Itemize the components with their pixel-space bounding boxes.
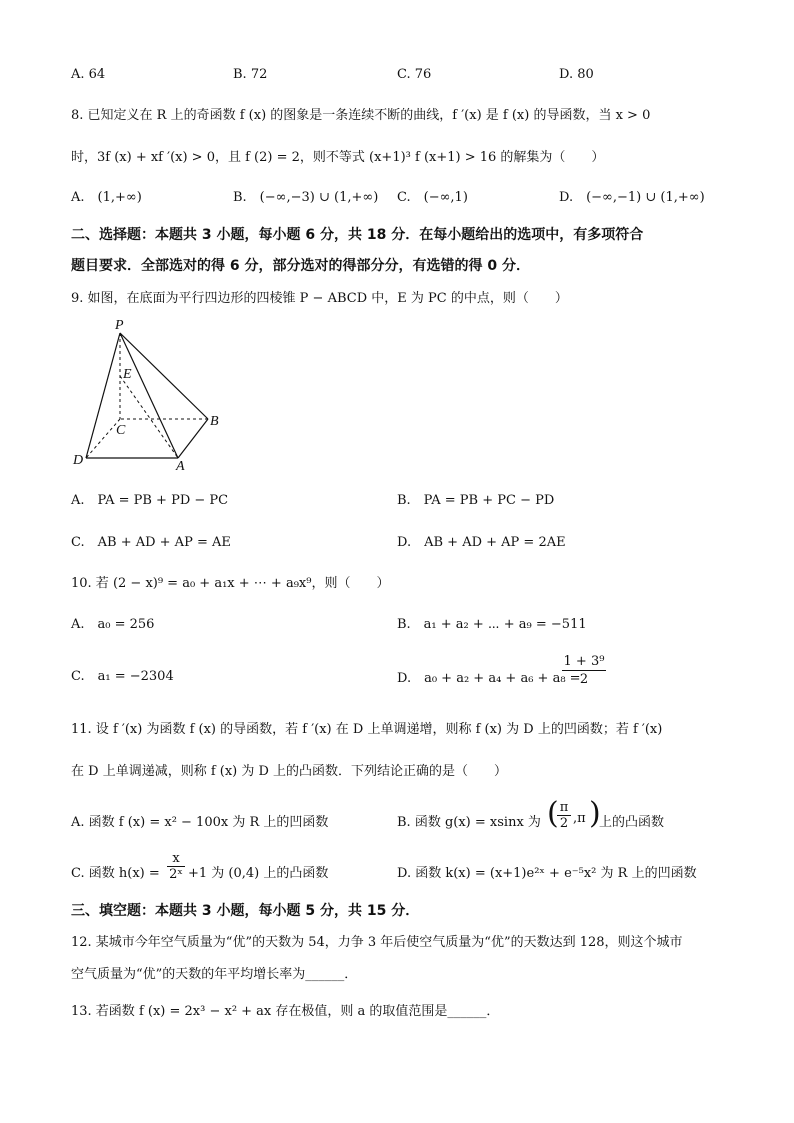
q10-option-d: D. a₀ + a₂ + a₄ + a₆ + a₈ = <box>397 671 581 686</box>
segment-ea <box>120 376 178 458</box>
q11-stem-line1: 11. 设 f ′(x) 为函数 f (x) 的导函数，若 f ′(x) 在 D 上单调递增，则称 f (x) 为 D 上的凹函数；若 f ′(x) <box>71 722 663 737</box>
label-a: A <box>176 459 185 474</box>
q9-option-b: B. PA = PB + PC − PD <box>397 493 555 508</box>
q10-option-c: C. a₁ = −2304 <box>71 669 174 684</box>
fraction-denominator: 2 <box>579 672 589 687</box>
q13-stem: 13. 若函数 f (x) = 2x³ − x² + ax 存在极值，则 a 的取值范围是______． <box>71 1004 500 1019</box>
q7-option-c: C. 76 <box>397 67 432 82</box>
fraction-denominator: 2ˣ <box>169 867 183 882</box>
edge-ab <box>178 419 208 458</box>
fraction-numerator: x <box>167 851 185 867</box>
section2-heading-line2: 题目要求．全部选对的得 6 分，部分选对的得部分分，有选错的得 0 分． <box>71 258 530 274</box>
q10-stem: 10. 若 (2 − x)⁹ = a₀ + a₁x + ⋯ + a₉x⁹，则（ ） <box>71 576 390 591</box>
q11-option-b-pre: B. 函数 g(x) = xsinx 为 <box>397 815 541 830</box>
q7-option-d: D. 80 <box>559 67 594 82</box>
q8-option-c: C. (−∞,1) <box>397 190 468 205</box>
fraction-numerator: 1 + 3⁹ <box>563 654 605 669</box>
fraction-numerator: π <box>557 800 571 816</box>
q8-option-b: B. (−∞,−3) ∪ (1,+∞) <box>233 190 379 205</box>
q11-option-d: D. 函数 k(x) = (x+1)e²ˣ + e⁻⁵x² 为 R 上的凹函数 <box>397 866 697 881</box>
q11-option-b-post: ,π <box>573 811 586 826</box>
q12-line2: 空气质量为“优”的天数的年平均增长率为______． <box>71 967 358 982</box>
q11-option-c-fraction <box>167 851 185 882</box>
q8-stem-line1: 8. 已知定义在 R 上的奇函数 f (x) 的图象是一条连续不断的曲线，f ′(x) 是 f (x) 的导函数，当 x > 0 <box>71 108 651 123</box>
q10-option-a: A. a₀ = 256 <box>71 617 155 632</box>
q7-option-b: B. 72 <box>233 67 268 82</box>
q8-option-d: D. (−∞,−1) ∪ (1,+∞) <box>559 190 705 205</box>
edge-pb <box>120 333 208 419</box>
section2-heading-line1: 二、选择题：本题共 3 小题，每小题 6 分，共 18 分．在每小题给出的选项中，有多项符合 <box>71 227 644 243</box>
q11-option-b-tail: 上的凸函数 <box>599 815 665 830</box>
label-p: P <box>115 318 124 333</box>
q9-option-a: A. PA = PB + PD − PC <box>71 493 229 508</box>
edge-pa <box>120 333 178 458</box>
label-d: D <box>73 453 84 468</box>
paren-close: ) <box>589 796 601 831</box>
q9-option-c: C. AB + AD + AP = AE <box>71 535 231 550</box>
q8-stem-line2: 时，3f (x) + xf ′(x) > 0，且 f (2) = 2，则不等式 (x+1)³ f (x+1) > 16 的解集为（ ） <box>71 150 605 165</box>
q11-option-c-post: +1 为 (0,4) 上的凸函数 <box>188 866 329 881</box>
q11-option-c-pre: C. 函数 h(x) = <box>71 866 160 881</box>
q8-option-a: A. (1,+∞) <box>71 190 142 205</box>
pyramid-figure <box>68 315 228 475</box>
q7-option-a: A. 64 <box>71 67 106 82</box>
q11-option-b-fraction <box>557 800 571 831</box>
paren-open: ( <box>547 796 559 831</box>
label-b: B <box>210 414 219 429</box>
q9-option-d: D. AB + AD + AP = 2AE <box>397 535 566 550</box>
q9-stem: 9. 如图，在底面为平行四边形的四棱锥 P − ABCD 中，E 为 PC 的中点，则（ ） <box>71 291 568 306</box>
q11-option-a: A. 函数 f (x) = x² − 100x 为 R 上的凹函数 <box>71 815 329 830</box>
q12-line1: 12. 某城市今年空气质量为“优”的天数为 54，力争 3 年后使空气质量为“优”的天数达到 128，则这个城市 <box>71 935 683 950</box>
q10-option-d-fraction <box>562 654 606 687</box>
label-e: E <box>123 367 132 382</box>
fraction-denominator: 2 <box>559 816 569 831</box>
q10-option-b: B. a₁ + a₂ + ⋯ + a₉ = −511 <box>397 617 587 632</box>
section3-heading: 三、填空题：本题共 3 小题，每小题 5 分，共 15 分． <box>71 903 420 919</box>
label-c: C <box>116 423 126 438</box>
q11-stem-line2: 在 D 上单调递减，则称 f (x) 为 D 上的凸函数．下列结论正确的是（ ） <box>71 764 508 779</box>
